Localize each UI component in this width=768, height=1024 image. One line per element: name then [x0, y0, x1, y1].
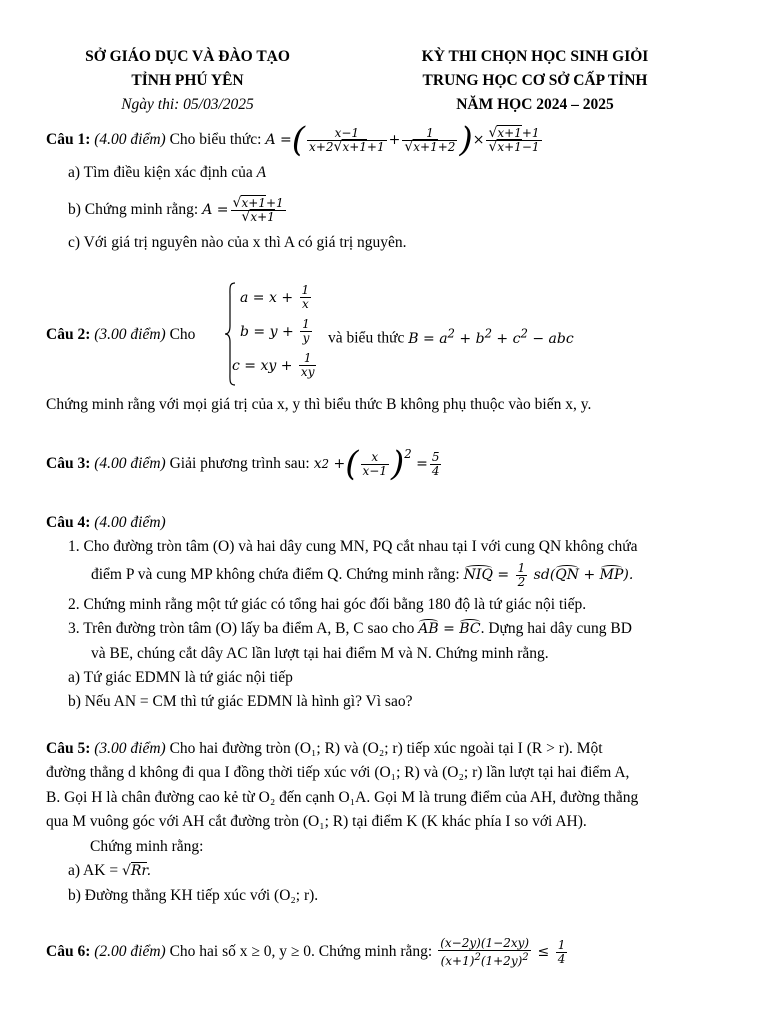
- question-1a-text: a) Tìm điều kiện xác định của: [68, 164, 253, 181]
- question-2-expression: [328, 326, 574, 348]
- question-2-label: Câu 2:: [46, 326, 91, 343]
- question-6-label: Câu 6:: [46, 943, 91, 960]
- school-year: NĂM HỌC 2024 – 2025: [456, 96, 614, 113]
- formula-arc-equality: AB = BC: [418, 621, 481, 637]
- question-1b-text: b) Chứng minh rằng:: [68, 201, 199, 218]
- question-6-points: (2.00 điểm): [94, 943, 166, 960]
- question-5-line3: B. Gọi H là chân đường cao kẻ từ O₂ đến cạnh O₁A. Gọi M là trung điểm của AH, đường thẳng: [46, 789, 639, 806]
- formula-A-simplified: A = $\frac{√x+1+1}{√x+1}$: [202, 194, 284, 225]
- question-6: [46, 932, 569, 972]
- question-2-conclusion: Chứng minh rằng với mọi giá trị của x, y thì biểu thức B không phụ thuộc vào biến x, y.: [46, 396, 592, 413]
- question-4-item2: 2. Chứng minh rằng một tứ giác có tổng hai góc đối bằng 180 độ là tứ giác nội tiếp.: [68, 596, 587, 613]
- formula-sqrt-Rr: √Rr.: [121, 863, 152, 879]
- question-4-item1-line1: 1. Cho đường tròn tâm (O) và hai dây cung MN, PQ cắt nhau tại I với cung QN không chứa: [68, 538, 638, 555]
- formula-angle-NIQ: NIQ = $\frac{1}{2}$ sd( QN + MP ).: [463, 560, 634, 589]
- question-3: [46, 440, 443, 488]
- exam-date: Ngày thi: 05/03/2025: [121, 96, 254, 113]
- question-3-label: Câu 3:: [46, 455, 91, 472]
- question-1-points: (4.00 điểm): [94, 131, 166, 148]
- question-5-line1: [46, 740, 603, 758]
- exam-title: KỲ THI CHỌN HỌC SINH GIỎI: [421, 48, 649, 65]
- question-5-line4: qua M vuông góc với AH cắt đường tròn (O₁; R) tại điểm K (K khác phía I so với AH).: [46, 813, 587, 830]
- question-4: [46, 514, 166, 532]
- question-2: [46, 326, 195, 344]
- question-5-sub-a: [68, 862, 151, 880]
- question-1-label: Câu 1:: [46, 131, 91, 148]
- formula-inequality: $\frac{(x-2y)(1-2xy)}{(x+1)^2(1+2y)^2}$ ≤ $\frac{1}{4}$: [440, 935, 566, 968]
- question-1a: a) Tìm điều kiện xác định của A: [68, 164, 267, 181]
- question-4-item3-text-b: . Dựng hai dây cung BD: [480, 620, 632, 637]
- question-4-points: (4.00 điểm): [94, 514, 166, 531]
- formula-B: $B = a^2 + b^2 + c^2$ − abc: [408, 326, 574, 347]
- equation-a: a = x + $\frac{1}{x}$: [240, 283, 310, 311]
- question-2-intro: Cho: [169, 326, 196, 343]
- question-3-intro: Giải phương trình sau:: [169, 455, 310, 472]
- question-4-item1-line2-text: điểm P và cung MP không chứa điểm Q. Chứng minh rằng:: [91, 566, 460, 583]
- question-1b: [68, 190, 288, 230]
- province-name: TỈNH PHÚ YÊN: [131, 72, 244, 89]
- question-5-sub-b: b) Đường thẳng KH tiếp xúc với (O₂; r).: [68, 887, 319, 904]
- formula-A: A = ( $\frac{x-1}{x+2√x+1+1}$ + $\frac{1}{√x+1+2}$ ) × $\frac{√x+1+1}{√x+1-1}$: [265, 120, 540, 160]
- question-4-item3-line1: [68, 620, 632, 638]
- question-4-sub-a: a) Tứ giác EDMN là tứ giác nội tiếp: [68, 669, 293, 686]
- question-3-points: (4.00 điểm): [94, 455, 166, 472]
- question-5-line1-text: Cho hai đường tròn (O₁; R) và (O₂; r) tiếp xúc ngoài tại I (R > r). Một: [169, 740, 603, 757]
- question-4-item3-line2: và BE, chúng cắt dây AC lần lượt tại hai điểm M và N. Chứng minh rằng.: [91, 645, 549, 662]
- exam-level: TRUNG HỌC CƠ SỞ CẤP TỈNH: [422, 72, 648, 89]
- question-6-intro: Cho hai số x ≥ 0, y ≥ 0. Chứng minh rằng:: [169, 943, 433, 960]
- question-4-label: Câu 4:: [46, 514, 91, 531]
- question-1-intro: Cho biểu thức:: [169, 131, 262, 148]
- question-2-mid: và biểu thức: [328, 329, 405, 347]
- question-5-points: (3.00 điểm): [94, 740, 166, 757]
- question-5-label: Câu 5:: [46, 740, 91, 757]
- question-5-line2: đường thẳng d không đi qua I đồng thời tiếp xúc với (O₁; R) và (O₂; r) lần lượt tại hai điểm A,: [46, 764, 630, 781]
- equation-system: [224, 282, 324, 390]
- question-2-points: (3.00 điểm): [94, 326, 166, 343]
- question-1c: c) Với giá trị nguyên nào của x thì A có giá trị nguyên.: [68, 234, 407, 251]
- question-5-line5: Chứng minh rằng:: [90, 838, 204, 855]
- question-5-sub-a-text: a) AK =: [68, 862, 119, 879]
- equation-c: c = xy + $\frac{1}{xy}$: [232, 351, 315, 379]
- department-name: SỞ GIÁO DỤC VÀ ĐÀO TẠO: [85, 48, 290, 65]
- equation-b: b = y + $\frac{1}{y}$: [240, 317, 310, 345]
- question-1: [46, 120, 544, 160]
- question-4-sub-b: b) Nếu AN = CM thì tứ giác EDMN là hình gì? Vì sao?: [68, 693, 413, 710]
- formula-equation: x 2 + ( $\frac{x}{x-1}$ ) $^2$ = $\frac{5}{4}$: [313, 444, 440, 484]
- question-4-item3-text-a: 3. Trên đường tròn tâm (O) lấy ba điểm A, B, C sao cho: [68, 620, 415, 637]
- question-4-item1-line2: [91, 560, 633, 590]
